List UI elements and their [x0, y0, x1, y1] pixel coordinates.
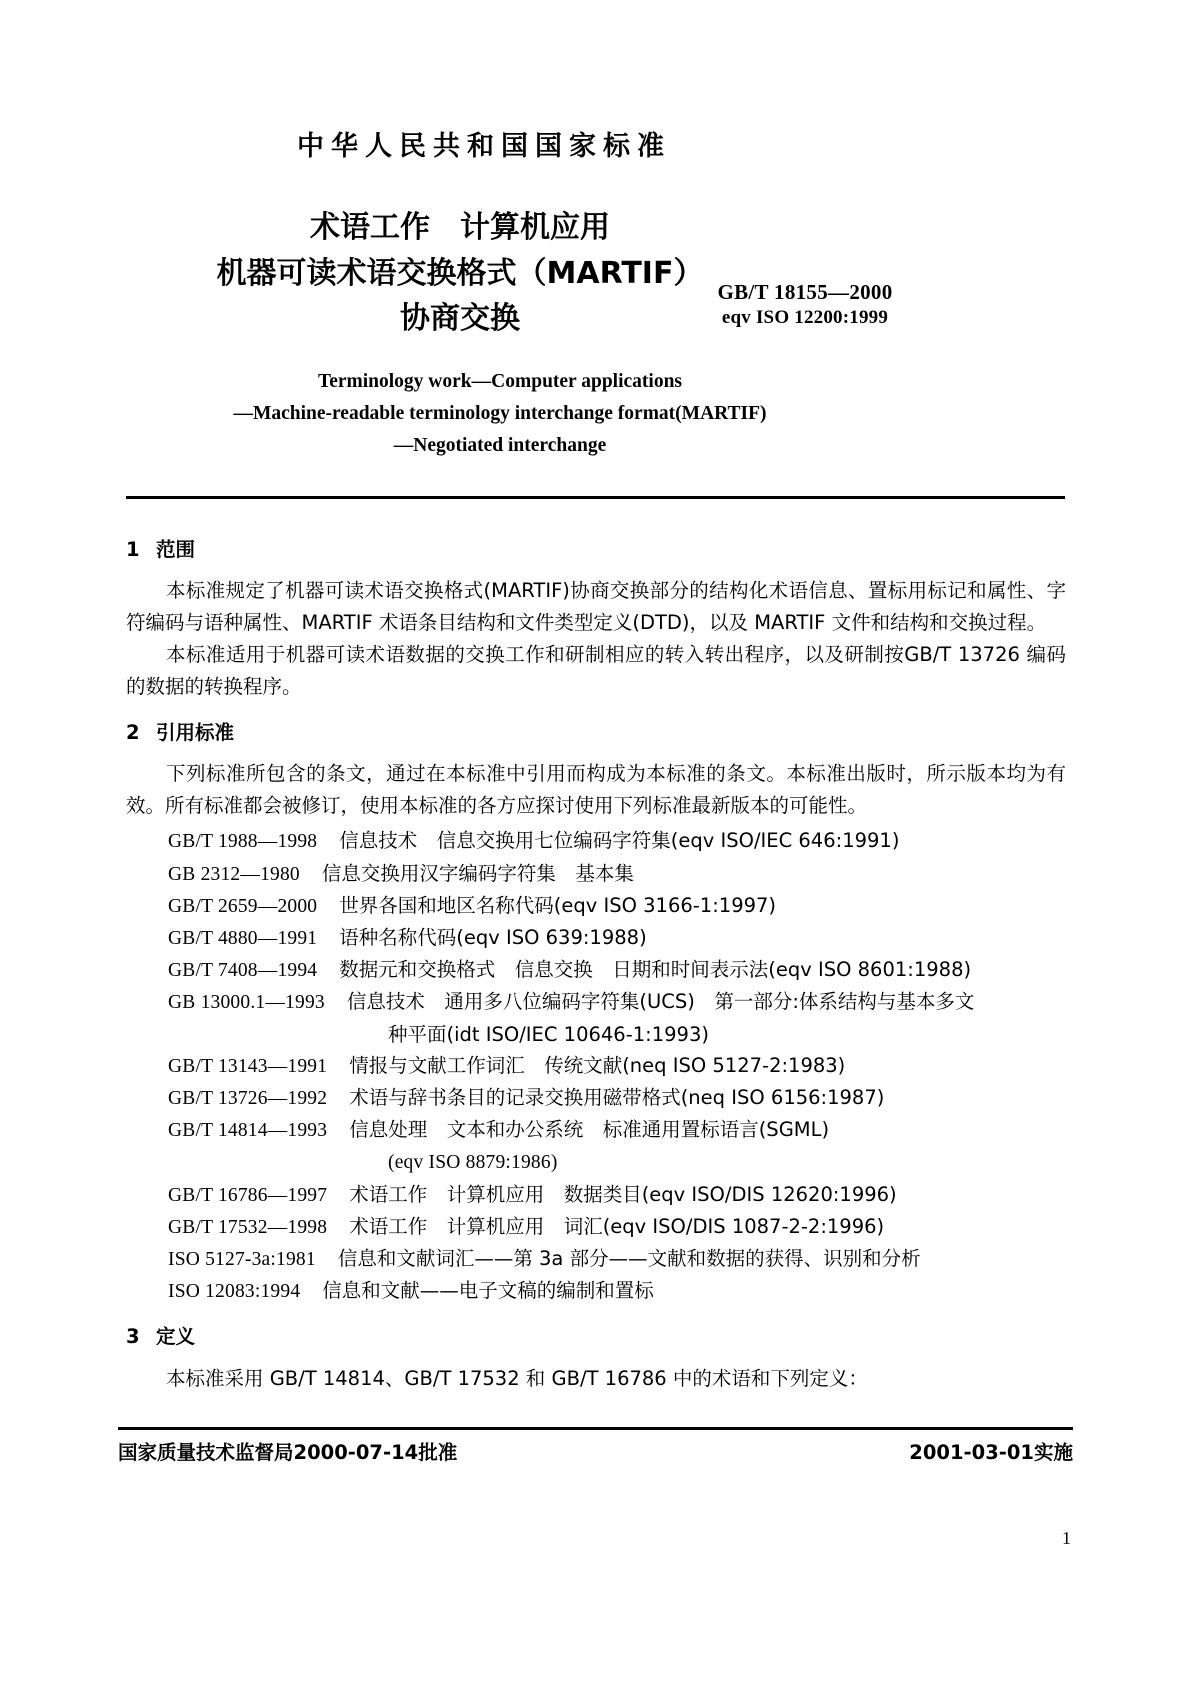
reference-item [126, 1114, 1066, 1146]
standard-number: GB/T 18155—2000 [717, 280, 893, 304]
reference-item-continuation [126, 1146, 1066, 1178]
reference-text: 数据元和交换格式 信息交换 日期和时间表示法(eqv ISO 8601:1988) [339, 958, 972, 982]
english-title-block [120, 366, 880, 461]
reference-text: 世界各国和地区名称代码(eqv ISO 3166-1:1997) [339, 893, 777, 917]
section-3-paragraph-1: 本标准采用 GB/T 14814、GB/T 17532 和 GB/T 16786 中的术语和下列定义： [166, 1366, 868, 1390]
reference-code: GB/T 7408—1994 [168, 960, 318, 982]
reference-item [126, 1243, 1066, 1275]
section-1-paragraph-2: 本标准适用于机器可读术语数据的交换工作和研制相应的转入转出程序，以及研制按GB/T 13726 编码的数据的转换程序。 [126, 642, 1066, 698]
reference-item [126, 1179, 1066, 1211]
approval-statement: 国家质量技术监督局2000-07-14批准 [118, 1441, 458, 1464]
document-body [126, 538, 1066, 1394]
section-heading-1 [126, 538, 1066, 562]
section-2-paragraph-1: 下列标准所包含的条文，通过在本标准中引用而构成为本标准的条文。本标准出版时，所示版本均为有效。所有标准都会被修订，使用本标准的各方应探讨使用下列标准最新版本的可能性。 [126, 761, 1066, 817]
reference-item [126, 1082, 1066, 1114]
reference-code: ISO 5127-3a:1981 [168, 1248, 316, 1270]
reference-item [126, 954, 1066, 986]
reference-code: GB/T 13143—1991 [168, 1055, 328, 1077]
reference-code: ISO 12083:1994 [168, 1281, 301, 1303]
reference-item [126, 825, 1066, 857]
chinese-title-line-1: 术语工作 计算机应用 [310, 210, 610, 245]
reference-text: 术语与辞书条目的记录交换用磁带格式(neq ISO 6156:1987) [349, 1085, 885, 1109]
page-number: 1 [1062, 1528, 1071, 1548]
reference-code: GB/T 16786—1997 [168, 1184, 328, 1206]
reference-text: 情报与文献工作词汇 传统文献(neq ISO 5127-2:1983) [349, 1053, 846, 1077]
iso-equivalence: eqv ISO 12200:1999 [721, 307, 889, 329]
reference-code: GB 13000.1—1993 [168, 992, 325, 1014]
english-title-line-2: —Machine-readable terminology interchange format(MARTIF) [233, 402, 767, 424]
reference-code: GB/T 4880—1991 [168, 928, 318, 949]
reference-text: 术语工作 计算机应用 词汇(eqv ISO/DIS 1087-2-2:1996) [349, 1214, 885, 1238]
section-number-3: 3 [126, 1325, 140, 1349]
reference-text: 术语工作 计算机应用 数据类目(eqv ISO/DIS 12620:1996) [349, 1182, 897, 1206]
footer-divider-rule [118, 1427, 1073, 1430]
section-title-3: 定义 [156, 1325, 196, 1349]
header-divider-rule [126, 496, 1065, 499]
reference-item [126, 1211, 1066, 1243]
reference-item [126, 922, 1066, 954]
reference-text: 信息处理 文本和办公系统 标准通用置标语言(SGML) [349, 1118, 830, 1142]
reference-code: GB/T 13726—1992 [168, 1087, 328, 1109]
reference-text: 信息技术 通用多八位编码字符集(UCS) 第一部分:体系结构与基本多文 [346, 990, 975, 1014]
page-footer [118, 1437, 1073, 1471]
national-standard-header: 中华人民共和国国家标准 [297, 131, 671, 162]
reference-item-continuation [126, 1019, 1066, 1050]
reference-item [126, 890, 1066, 922]
reference-text: 信息交换用汉字编码字符集 基本集 [321, 861, 634, 885]
reference-text: 语种名称代码(eqv ISO 639:1988) [339, 926, 647, 949]
reference-item [126, 1275, 1066, 1307]
reference-code: GB/T 1988—1998 [168, 831, 318, 853]
implementation-date: 2001-03-01实施 [909, 1441, 1073, 1464]
reference-code: GB/T 2659—2000 [168, 895, 318, 917]
section-title-1: 范围 [156, 538, 196, 561]
reference-text: 信息技术 信息交换用七位编码字符集(eqv ISO/IEC 646:1991) [339, 829, 900, 853]
section-heading-3 [126, 1325, 1066, 1349]
reference-item [126, 986, 1066, 1018]
reference-code: GB 2312—1980 [168, 863, 300, 885]
english-title-line-3: —Negotiated interchange [393, 434, 607, 456]
section-number-2: 2 [126, 720, 140, 744]
english-title-line-1: Terminology work—Computer applications [317, 371, 683, 392]
reference-text: 信息和文献词汇——第 3a 部分——文献和数据的获得、识别和分析 [337, 1246, 921, 1270]
reference-text: (eqv ISO 8879:1986) [388, 1152, 558, 1174]
reference-code: GB/T 14814—1993 [168, 1120, 328, 1142]
reference-text: 信息和文献——电子文稿的编制和置标 [322, 1279, 654, 1303]
section-heading-2 [126, 721, 1066, 745]
reference-item [126, 858, 1066, 890]
masthead [0, 131, 1191, 163]
chinese-title-line-3: 协商交换 [400, 301, 520, 337]
chinese-title-line-2: 机器可读术语交换格式（MARTIF） [216, 255, 704, 291]
section-1-paragraph-1: 本标准规定了机器可读术语交换格式(MARTIF)协商交换部分的结构化术语信息、置标用标记和属性、字符编码与语种属性、MARTIF 术语条目结构和文件类型定义(DTD)，以及 MARTIF 文件和结构和交换过程。 [126, 579, 1066, 635]
reference-text: 种平面(idt ISO/IEC 10646-1:1993) [388, 1022, 709, 1046]
reference-code: GB/T 17532—1998 [168, 1216, 328, 1238]
standard-number-block [640, 279, 970, 331]
reference-item [126, 1050, 1066, 1082]
section-title-2: 引用标准 [156, 720, 235, 744]
normative-reference-list [126, 825, 1066, 1307]
section-number-1: 1 [126, 538, 140, 561]
